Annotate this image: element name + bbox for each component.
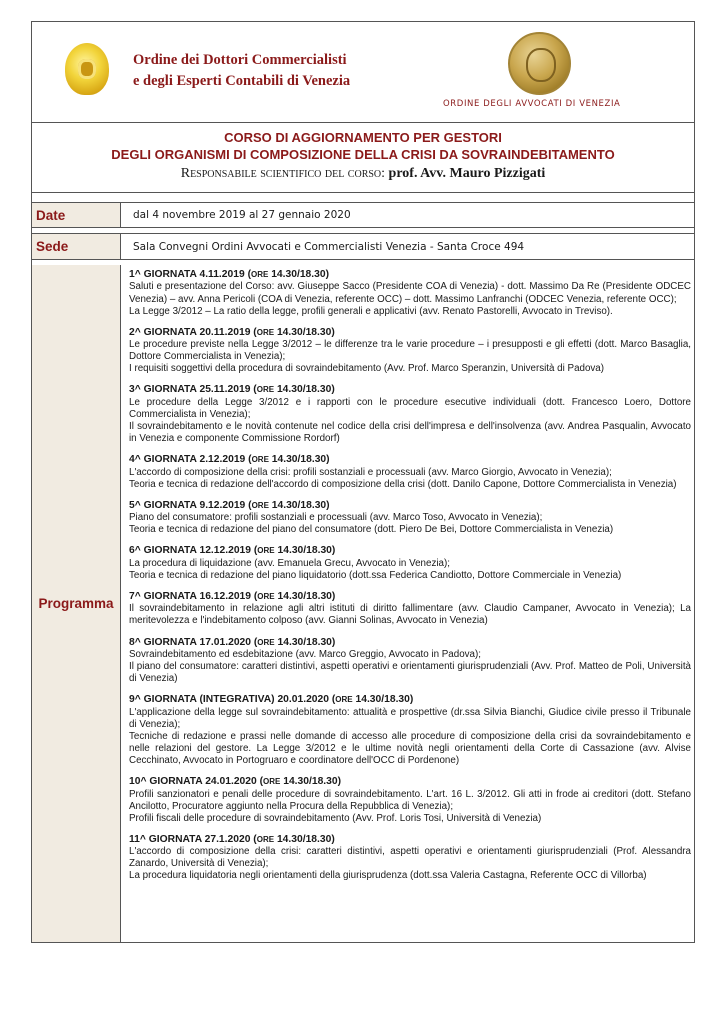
date-value: dal 4 novembre 2019 al 27 gennaio 2020	[133, 209, 351, 221]
session-ore: ORE	[251, 455, 269, 465]
date-label: Date	[32, 203, 121, 227]
odcec-seal-icon	[65, 43, 109, 95]
odcec-name	[133, 50, 350, 92]
session-title: 2^ GIORNATA 20.11.2019 (	[129, 326, 257, 338]
sede-value: Sala Convegni Ordini Avvocati e Commercialisti Venezia - Santa Croce 494	[133, 240, 525, 253]
spacer	[32, 193, 694, 203]
session-heading	[129, 637, 691, 649]
session-heading	[129, 384, 691, 396]
session-item	[129, 454, 691, 491]
session-item	[129, 500, 691, 537]
session-title: 11^ GIORNATA 27.1.2020 (	[129, 833, 257, 845]
session-title: 3^ GIORNATA 25.11.2019 (	[129, 384, 257, 396]
programma-label: Programma	[32, 265, 121, 942]
session-hours: 14.30/18.30)	[274, 384, 335, 396]
scientific-responsible	[32, 165, 694, 183]
session-line: Saluti e presentazione del Corso: avv. Giuseppe Sacco (Presidente COA di Venezia) - dott. Massimo Da Re (Presidente ODCEC Venezia) – avv. Anna Pericoli (COA di Venezia, referente OCC) – dott. Massimo Lanfranchi (ODCEC Venezia, referente OCC);	[129, 281, 691, 305]
programma-row	[32, 265, 694, 942]
session-line: L'applicazione della legge sul sovraindebitamento: attualità e prospettive (dr.ssa Silvia Bianchi, Giudice civile presso il Tribunale di Venezia);	[129, 706, 691, 730]
session-heading	[129, 500, 691, 512]
session-line: Le procedure della Legge 3/2012 e i rapporti con le procedure esecutive individuali (dott. Francesco Loero, Dottore Commercialista in Venezia);	[129, 396, 691, 420]
session-line: Profili sanzionatori e penali delle procedure di sovraindebitamento. L'art. 16 L. 3/2012. Gli atti in frode ai creditori (dott. Stefano Ancilotto, Procuratore aggiunto nella Procura della Repubblica di Venezia);	[129, 788, 691, 812]
course-title-line2: DEGLI ORGANISMI DI COMPOSIZIONE DELLA CRISI DA SOVRAINDEBITAMENTO	[111, 147, 615, 162]
avvocati-seal-icon	[508, 32, 571, 95]
session-hours: 14.30/18.30)	[280, 776, 342, 788]
session-title: 6^ GIORNATA 12.12.2019 (	[129, 545, 258, 557]
session-heading	[129, 591, 691, 603]
session-line: Teoria e tecnica di redazione del piano liquidatorio (dott.ssa Federica Candiotto, Dottore Commerciale in Venezia)	[129, 569, 622, 581]
session-ore: ORE	[251, 270, 269, 279]
document-page	[31, 21, 695, 943]
course-title-block	[32, 123, 694, 193]
session-hours: 14.30/18.30)	[274, 636, 336, 648]
responsible-label: Responsabile scientifico del corso:	[180, 166, 386, 181]
session-line: Teoria e tecnica di redazione del piano del consumatore (dott. Piero De Bei, Dottore Commercialista in Venezia)	[129, 524, 614, 536]
session-line: Profili fiscali delle procedure di sovraindebitamento (Avv. Prof. Loris Tosi, Università di Venezia)	[129, 812, 542, 824]
session-hours: 14.30/18.30)	[274, 590, 336, 602]
session-item	[129, 269, 691, 318]
sessions-list	[129, 269, 691, 891]
session-line: Il sovraindebitamento e le novità contenute nel codice della crisi dell'impresa e dell'insolvenza (avv. Andrea Pasqualin, Avvocato in Venezia e componente Commissione Rordorf)	[129, 420, 691, 445]
responsible-name: prof. Avv. Mauro Pizzigati	[388, 166, 546, 181]
session-heading	[129, 694, 691, 706]
session-title: 4^ GIORNATA 2.12.2019 (	[129, 454, 252, 466]
session-hours: 14.30/18.30)	[268, 499, 330, 511]
session-line: Piano del consumatore: profili sostanziali e processuali (avv. Marco Toso, Avvocato in Venezia);	[129, 512, 543, 524]
session-hours: 14.30/18.30)	[268, 454, 330, 466]
session-item	[129, 637, 691, 686]
session-line: Il piano del consumatore: caratteri distintivi, aspetti operativi e orientamenti giurisprudenziali (Avv. Prof. Matteo de Poli, Università di Venezia)	[129, 661, 691, 685]
session-line: La procedura di liquidazione (avv. Emanuela Grecu, Avvocato in Venezia);	[129, 557, 450, 569]
session-line: La procedura liquidatoria negli orientamenti della giurisprudenza (dott.ssa Valeria Castagna, Referente OCC di Villorba)	[129, 870, 647, 882]
session-hours: 14.30/18.30)	[274, 545, 336, 557]
session-ore: ORE	[256, 834, 275, 844]
session-ore: ORE	[256, 385, 275, 395]
session-item	[129, 694, 691, 767]
course-title-line1: CORSO DI AGGIORNAMENTO PER GESTORI	[224, 130, 502, 145]
session-title: 10^ GIORNATA 24.01.2020 (	[129, 776, 264, 788]
session-title: 5^ GIORNATA 9.12.2019 (	[129, 499, 252, 511]
session-ore: ORE	[257, 637, 275, 647]
session-title: 9^ GIORNATA (INTEGRATIVA) 20.01.2020 (	[129, 694, 336, 706]
session-item	[129, 384, 691, 445]
session-ore: ORE	[257, 546, 275, 556]
header-logos	[32, 22, 694, 123]
session-ore: ORE	[256, 327, 275, 337]
odcec-name-line1: Ordine dei Dottori Commercialisti	[133, 52, 347, 68]
session-title: 1^ GIORNATA 4.11.2019 (	[129, 269, 251, 280]
session-line: La Legge 3/2012 – La ratio della legge, profili generali e applicativi (avv. Renato Pastorelli, Avvocato in Treviso).	[129, 305, 613, 317]
session-ore: ORE	[251, 500, 269, 510]
session-heading	[129, 454, 691, 466]
avvocati-name: ORDINE DEGLI AVVOCATI DI VENEZIA	[443, 99, 621, 109]
sede-label: Sede	[32, 234, 121, 259]
session-item	[129, 545, 691, 582]
date-row	[32, 203, 694, 228]
session-hours: 14.30/18.30)	[352, 694, 414, 706]
session-hours: 14.30/18.30)	[268, 269, 330, 280]
session-heading	[129, 834, 691, 846]
session-heading	[129, 327, 691, 339]
session-line: Sovraindebitamento ed esdebitazione (avv. Marco Greggio, Avvocato in Padova);	[129, 648, 481, 660]
session-item	[129, 834, 691, 883]
session-hours: 14.30/18.30)	[274, 833, 335, 845]
session-line: Teoria e tecnica di redazione dell'accordo di composizione della crisi (dott. Danilo Capone, Dottore Commercialista in Venezia)	[129, 478, 677, 490]
session-item	[129, 776, 691, 825]
session-line: L'accordo di composizione della crisi: profili sostanziali e processuali (avv. Marco Giorgio, Avvocato in Venezia);	[129, 466, 612, 478]
session-hours: 14.30/18.30)	[274, 326, 335, 338]
odcec-name-line2: e degli Esperti Contabili di Venezia	[133, 73, 351, 89]
session-ore: ORE	[335, 695, 353, 705]
session-line: L'accordo di composizione della crisi: caratteri distintivi, aspetti operativi e orientamenti giurisprudenziali (Prof. Alessandra Zanardo, Università di Venezia);	[129, 846, 691, 870]
session-heading	[129, 776, 691, 788]
session-ore: ORE	[257, 591, 275, 601]
session-item	[129, 591, 691, 628]
session-line: Le procedure previste nella Legge 3/2012 – le differenze tra le varie procedure – i presupposti e gli effetti (dott. Marco Basaglia, Dottore Commercialista in Venezia);	[129, 339, 691, 363]
session-ore: ORE	[263, 777, 281, 787]
session-line: Tecniche di redazione e prassi nelle domande di accesso alle procedure di composizione della crisi da sovraindebitamento e nelle relazioni del gestore. La Legge 3/2012 e le ultime novità negli orientamenti della Corte di Cassazione (avv. Alvise Cecchinato, Avvocato in Portogruaro e coordinatore dell'OCC di Pordenone)	[129, 730, 691, 766]
session-heading	[129, 545, 691, 557]
session-title: 7^ GIORNATA 16.12.2019 (	[129, 590, 258, 602]
session-heading	[129, 269, 691, 281]
sede-row	[32, 234, 694, 260]
session-line: I requisiti soggettivi della procedura di sovraindebitamento (Avv. Prof. Marco Speranzin, Università di Padova)	[129, 363, 605, 375]
session-line: Il sovraindebitamento in relazione agli altri istituti di diritto fallimentare (avv. Claudio Campaner, Avvocato in Venezia); La meritevolezza e l'indebitamento colposo (avv. Gianni Solinas, Avvocato in Venezia)	[129, 603, 691, 627]
session-title: 8^ GIORNATA 17.01.2020 (	[129, 636, 258, 648]
session-item	[129, 327, 691, 376]
